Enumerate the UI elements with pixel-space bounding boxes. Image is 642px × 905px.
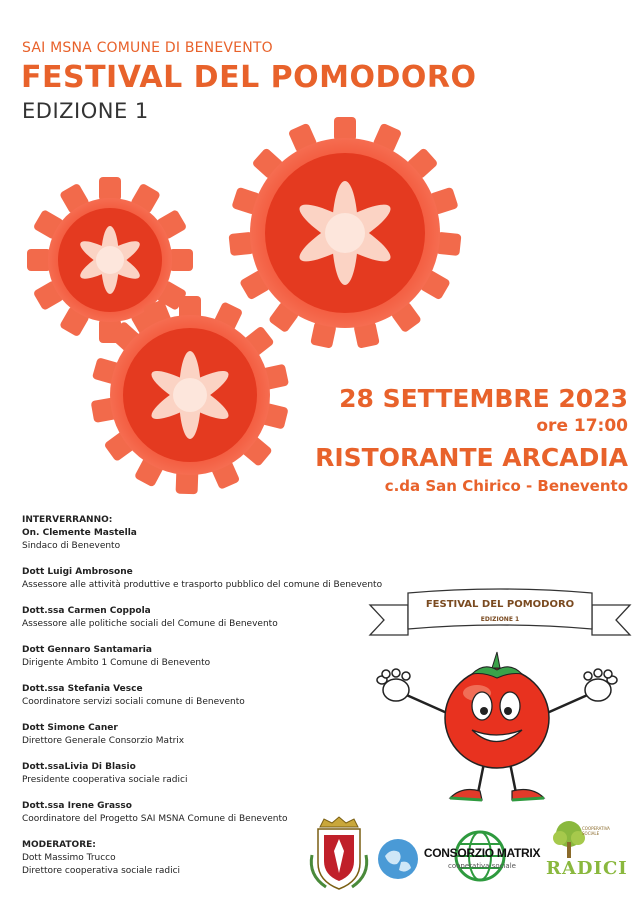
speaker-item (22, 605, 402, 631)
consorzio-subtitle: cooperativa sociale (448, 862, 516, 870)
speaker-item (22, 527, 402, 553)
speakers-heading: INTERVERRANNO: (22, 515, 113, 525)
banner-edition: EDIZIONE 1 (480, 616, 520, 623)
radici-cooperative: COOPERATIVA SOCIALE (582, 826, 610, 836)
speaker-item (22, 644, 402, 670)
consorzio-matrix-logo (422, 830, 542, 885)
event-address: c.da San Chirico - Benevento (384, 477, 628, 495)
speaker-name: Dott.ssa Irene Grasso (22, 801, 132, 811)
speaker-role: Assessore alle politiche sociali del Comune di Benevento (22, 619, 278, 629)
speaker-name: Dott.ssa Stefania Vesce (22, 684, 143, 694)
speaker-name: Dott Luigi Ambrosone (22, 567, 133, 577)
header-subtitle: SAI MSNA COMUNE DI BENEVENTO (22, 40, 273, 56)
left-glove-icon (377, 669, 410, 701)
speaker-role: Presidente cooperativa sociale radici (22, 775, 188, 785)
speaker-role: Coordinatore servizi sociali comune di Benevento (22, 697, 245, 707)
speaker-role: Assessore alle attività produttive e trasporto pubblico del comune di Benevento (22, 580, 383, 590)
speaker-role: Sindaco di Benevento (22, 541, 121, 551)
consorzio-name: CONSORZIO MATRIX (423, 846, 541, 860)
banner-title: FESTIVAL DEL POMODORO (425, 599, 575, 610)
speaker-name: Dott Simone Caner (22, 723, 118, 733)
speaker-item (22, 566, 402, 592)
tomato-gear-medium (91, 296, 290, 494)
event-venue: RISTORANTE ARCADIA (315, 443, 628, 472)
speaker-item (22, 683, 402, 709)
ribbon-banner (368, 585, 632, 645)
speaker-role: Dirigente Ambito 1 Comune di Benevento (22, 658, 211, 668)
speaker-role: Direttore Generale Consorzio Matrix (22, 736, 185, 746)
speaker-role: Coordinatore del Progetto SAI MSNA Comune di Benevento (22, 814, 288, 824)
page-title: FESTIVAL DEL POMODORO (21, 60, 477, 95)
moderator-role: Direttore cooperativa sociale radici (22, 866, 181, 876)
right-glove-icon (584, 669, 617, 701)
radici-name: RADICI (546, 858, 628, 879)
tomato-mascot (372, 648, 622, 808)
tomato-gear-large (228, 117, 461, 349)
comune-benevento-crest (306, 815, 372, 893)
speaker-item (22, 722, 402, 748)
shoes-icon (450, 790, 544, 800)
tomato-gears-illustration (10, 105, 480, 500)
speaker-name: Dott Gennaro Santamaria (22, 645, 152, 655)
speaker-name: On. Clemente Mastella (22, 528, 137, 538)
moderator-heading: MODERATORE: (22, 840, 96, 850)
edition-label: EDIZIONE 1 (22, 99, 149, 123)
event-date: 28 SETTEMBRE 2023 (339, 384, 628, 413)
speaker-name: Dott.ssaLivia Di Blasio (22, 762, 136, 772)
speaker-item (22, 761, 402, 787)
tree-icon (552, 820, 586, 860)
globe-logo (377, 838, 419, 880)
event-time: ore 17:00 (536, 416, 628, 436)
speaker-name: Dott.ssa Carmen Coppola (22, 606, 151, 616)
moderator-name: Dott Massimo Trucco (22, 853, 116, 863)
radici-logo (544, 820, 628, 890)
